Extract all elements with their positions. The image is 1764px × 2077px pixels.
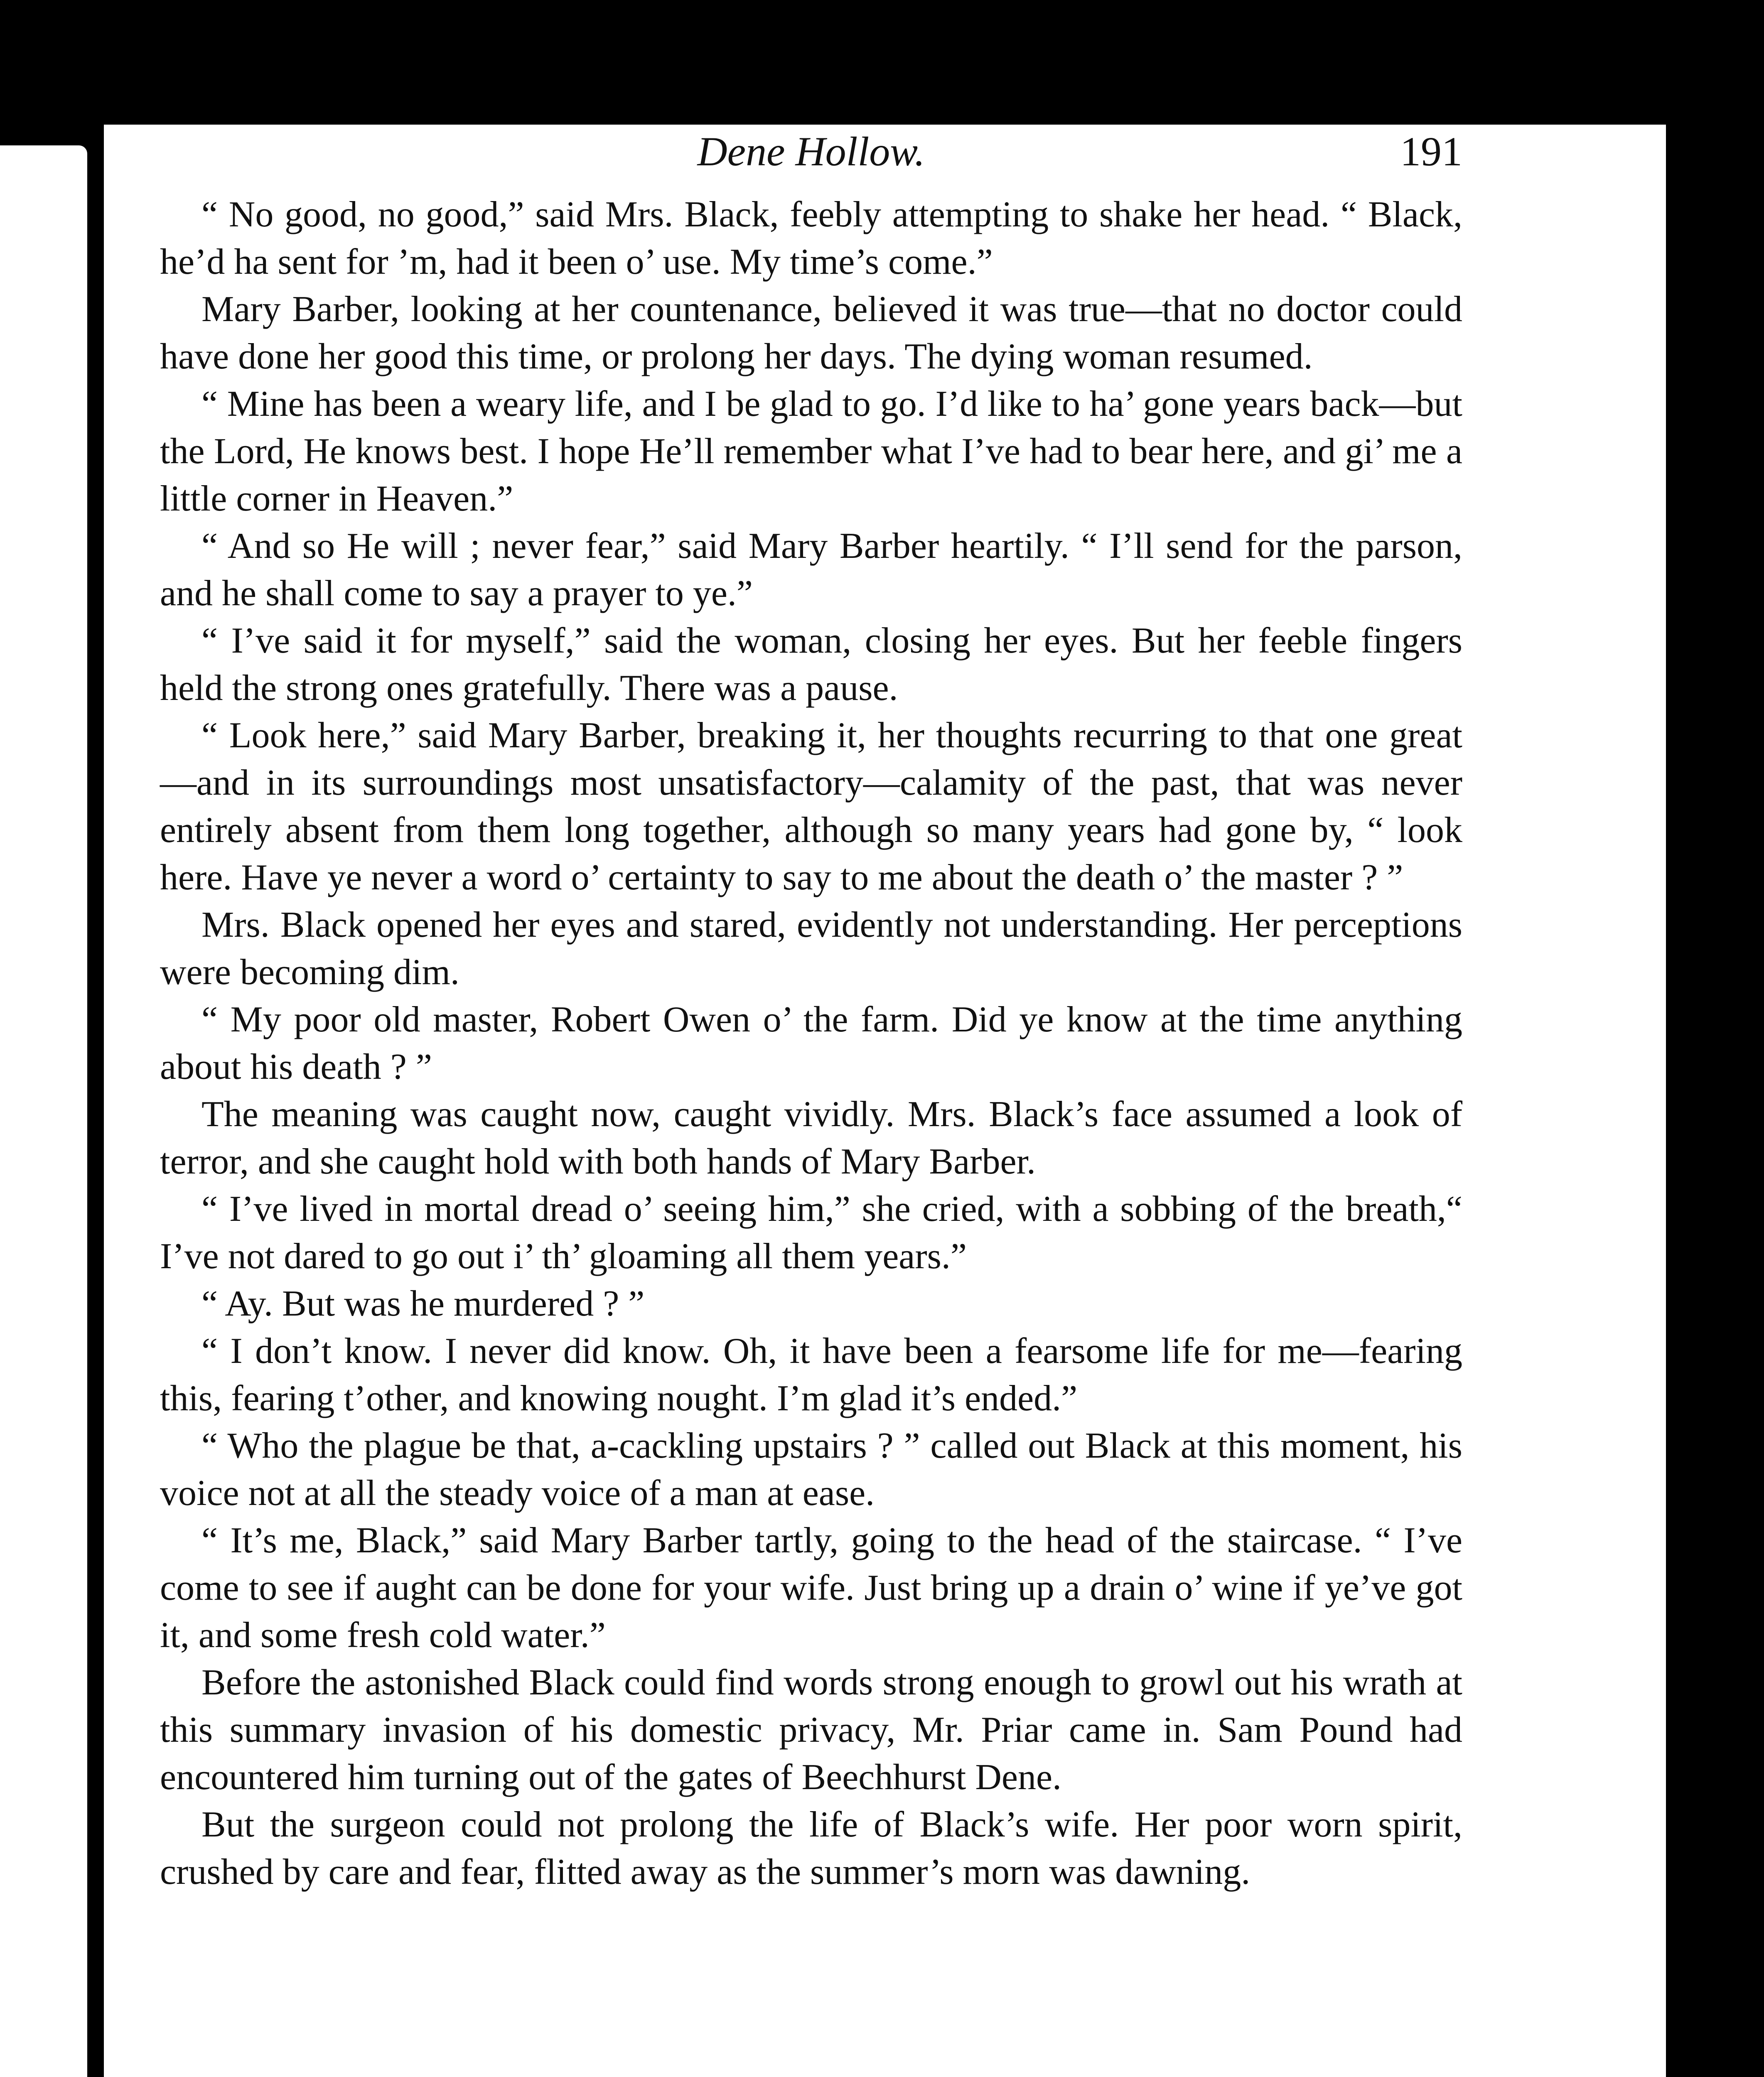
paragraph: “ Ay. But was he murdered ? ”	[201, 1284, 645, 1324]
paragraph: But the surgeon could not prolong the life of Black’s wife. Her poor worn spirit, crushed by care and fear, flitted away as the summer’s morn was dawning.	[160, 1804, 1462, 1892]
page-header	[160, 114, 1462, 189]
paragraph: The meaning was caught now, caught vividly. Mrs. Black’s face assumed a look of terror, and she caught hold with both hands of Mary Barber.	[160, 1094, 1462, 1182]
paragraph: Mrs. Black opened her eyes and stared, evidently not understanding. Her perceptions were becoming dim.	[160, 905, 1462, 992]
running-title: Dene Hollow.	[697, 128, 925, 174]
paragraph: “ And so He will ; never fear,” said Mary Barber heartily. “ I’ll send for the parson, and he shall come to say a prayer to ye.”	[160, 526, 1462, 614]
paragraph: “ I’ve said it for myself,” said the woman, closing her eyes. But her feeble fingers held the strong ones gratefully. There was a pause.	[160, 621, 1462, 708]
paragraph: “ I’ve lived in mortal dread o’ seeing him,” she cried, with a sobbing of the breath,“ I’ve not dared to go out i’ th’ gloaming all them years.”	[160, 1189, 1462, 1277]
paragraph: “ Who the plague be that, a-cackling upstairs ? ” called out Black at this moment, his voice not at all the steady voice of a man at ease.	[160, 1426, 1462, 1513]
paragraph: Before the astonished Black could find words strong enough to growl out his wrath at this summary invasion of his domestic privacy, Mr. Priar came in. Sam Pound had encountered him turning out of the gates of Beechhurst Dene.	[160, 1662, 1462, 1797]
body-text	[160, 191, 1462, 1896]
paragraph: “ Look here,” said Mary Barber, breaking it, her thoughts recurring to that one great—and in its surroundings most unsatisfactory—calamity of the past, that was never entirely absent from them long together, although so many years had gone by, “ look here. Have ye never a word o’ certainty to say to me about the death o’ the master ? ”	[160, 715, 1462, 898]
adjacent-page-edge	[0, 145, 87, 2077]
paragraph: “ No good, no good,” said Mrs. Black, feebly attempting to shake her head. “ Black, he’d ha sent for ’m, had it been o’ use. My time’s come.”	[160, 194, 1462, 282]
page-number: 191	[1400, 128, 1462, 174]
paragraph: “ My poor old master, Robert Owen o’ the farm. Did ye know at the time anything about his death ? ”	[160, 999, 1462, 1087]
paragraph: “ It’s me, Black,” said Mary Barber tartly, going to the head of the staircase. “ I’ve come to see if aught can be done for your wife. Just bring up a drain o’ wine if ye’ve got it, and some fresh cold water.”	[160, 1520, 1462, 1655]
paragraph: “ I don’t know. I never did know. Oh, it have been a fearsome life for me—fearing this, fearing t’other, and knowing nought. I’m glad it’s ended.”	[160, 1331, 1462, 1419]
paragraph: Mary Barber, looking at her countenance, believed it was true—that no doctor could have done her good this time, or prolong her days. The dying woman resumed.	[160, 289, 1462, 377]
paragraph: “ Mine has been a weary life, and I be glad to go. I’d like to ha’ gone years back—but the Lord, He knows best. I hope He’ll remember what I’ve had to bear here, and gi’ me a little corner in Heaven.”	[160, 384, 1462, 519]
